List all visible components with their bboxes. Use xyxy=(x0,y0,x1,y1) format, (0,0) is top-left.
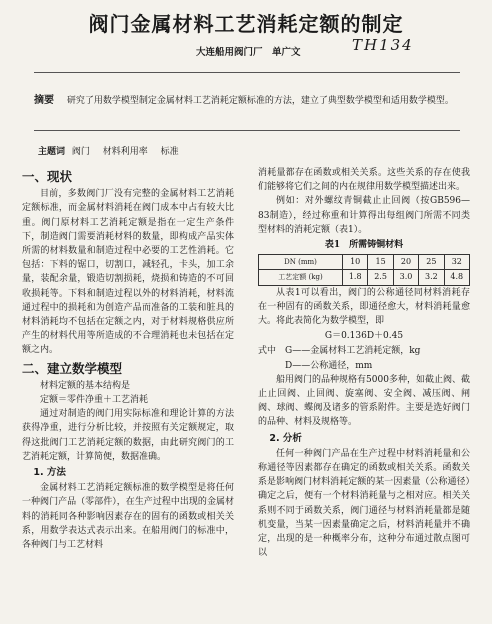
paragraph: 金属材料工艺消耗定额标准的数学模型是将任何一种阀门产品（零部件），在生产过程中出现的金属材料的消耗同各种影响因素存在的固有的函数或相关关系，用数学表达式表示出来。在船用阀门的标准中，各种阀门与工艺材料 xyxy=(22,483,234,551)
table-row xyxy=(259,255,470,270)
keyword-item: 材料利用率 xyxy=(102,147,148,157)
abstract-block xyxy=(34,92,462,110)
paragraph: 任何一种阀门产品在生产过程中材料消耗量和公称通径等因素都存在确定的函数或相关关系。函数关系是影响阀门材料消耗定额的某一因素量（公称通径）确定之后，便有一个材料消耗量与之相对应。相关关系则不同于函数关系，阀门通径与材料消耗量都是随机变量，当某一因素量确定之后，材料消耗量并不确定，出现的是一种概率分布，这种分布通过散点图可以 xyxy=(258,448,470,559)
abstract-divider xyxy=(34,130,460,131)
table-cell: 4.8 xyxy=(444,270,469,285)
paragraph: 通过对制造的阀门用实际标准和理论计算的方法获得净重，进行分析比较，并按照有关定额规定，取得这批阀门工艺消耗定额的数据，由此研究阀门的工艺消耗定额，计算简便，数据准确。 xyxy=(22,409,234,462)
paragraph: 船用阀门的品种规格有5000多种，如截止阀、截止止回阀、止回阀、旋塞阀、安全阀、减压阀、闸阀、球阀、蝶阀及诸多的管系附件。主要是选好阀门的品种、材料及规格等。 xyxy=(258,374,470,428)
table-caption: 表1 所需铸铜材料 xyxy=(324,240,404,251)
article-title: 阀门金属材料工艺消耗定额的制定 xyxy=(88,12,404,36)
variable-definition: 式中 G——金属材料工艺消耗定额，kg xyxy=(258,346,421,357)
paragraph: 例如：对外螺纹青铜截止止回阀（按GB596—83制造），经过称重和计算得出每组阀门所需不同类型材料的消耗定额（表1）。 xyxy=(258,196,470,235)
keyword-item: 标准 xyxy=(160,147,179,157)
table-cell: 25 xyxy=(419,255,444,270)
section-heading: 一、现状 xyxy=(22,169,73,184)
table-cell: 20 xyxy=(393,255,418,270)
paragraph: 消耗量都存在函数或相关关系。这些关系的存在使我们能够将它们之间的内在规律用数学模型描述出来。 xyxy=(258,168,470,193)
abstract-label: 摘要 xyxy=(34,95,54,106)
table-cell: 1.8 xyxy=(343,270,368,285)
left-column xyxy=(22,166,234,552)
table-cell: 32 xyxy=(444,255,469,270)
abstract-text: 研究了用数学模型制定金属材料工艺消耗定额标准的方法，建立了典型数学模型和适用数学模型。 xyxy=(66,96,454,106)
right-column xyxy=(258,166,470,560)
table-cell: 15 xyxy=(368,255,393,270)
table-cell: 3.2 xyxy=(419,270,444,285)
paragraph: 定额＝零件净重＋工艺消耗 xyxy=(40,395,149,406)
variable-definition: D——公称通径，mm xyxy=(285,360,373,371)
header-divider xyxy=(34,72,460,73)
equation: G＝0.136D＋0.45 xyxy=(324,331,404,342)
author-line: 大连船用阀门厂 单广文 xyxy=(196,47,301,58)
section-heading: 二、建立数学模型 xyxy=(22,360,123,376)
subsection-heading: 1. 方法 xyxy=(33,467,66,479)
table-row xyxy=(259,270,470,285)
table-header-cell: DN (mm) xyxy=(259,255,343,270)
paragraph: 材料定额的基本结构是 xyxy=(40,380,131,391)
material-quota-table xyxy=(258,254,470,285)
keywords-line xyxy=(38,144,189,157)
table-cell: 3.0 xyxy=(393,270,418,285)
table-cell: 2.5 xyxy=(368,270,393,285)
subsection-heading: 2. 分析 xyxy=(269,432,302,444)
paragraph: 目前，多数阀门厂没有完整的金属材料工艺消耗定额标准，而金属材料消耗在阀门成本中占有较大比重。阀门原材料工艺消耗定额是指在一定生产条件下，制造阀门需要消耗材料的数量，即构成产品实体所需的材料数量和制造过程中必要的工艺性消耗。它包括：下料的锯口，切割口，减轻孔，卡头，加工余量，装配余量，锻造切割损耗，烧损和铸造的不可回收损耗等。下料和制造过程以外的材料消耗，材料流通过程中的损耗和为创造产品而准备的工装和脏具的材料消耗均不包括在定额之内，对于材料规格供应所产生的材料代用等所造成的不合理消耗也未包括在定额之内。 xyxy=(22,189,234,356)
paragraph: 从表1可以看出，阀门的公称通径同材料消耗存在一种固有的函数关系，即通径愈大，材料消耗量愈大。将此表简化为数学模型，即 xyxy=(258,287,470,327)
keyword-item: 阀门 xyxy=(71,147,90,157)
table-header-cell: 工艺定额 (kg) xyxy=(259,270,343,285)
table-cell: 10 xyxy=(343,255,368,270)
handwritten-classification-note: TH134 xyxy=(352,36,414,54)
keywords-label: 主题词 xyxy=(38,147,66,157)
